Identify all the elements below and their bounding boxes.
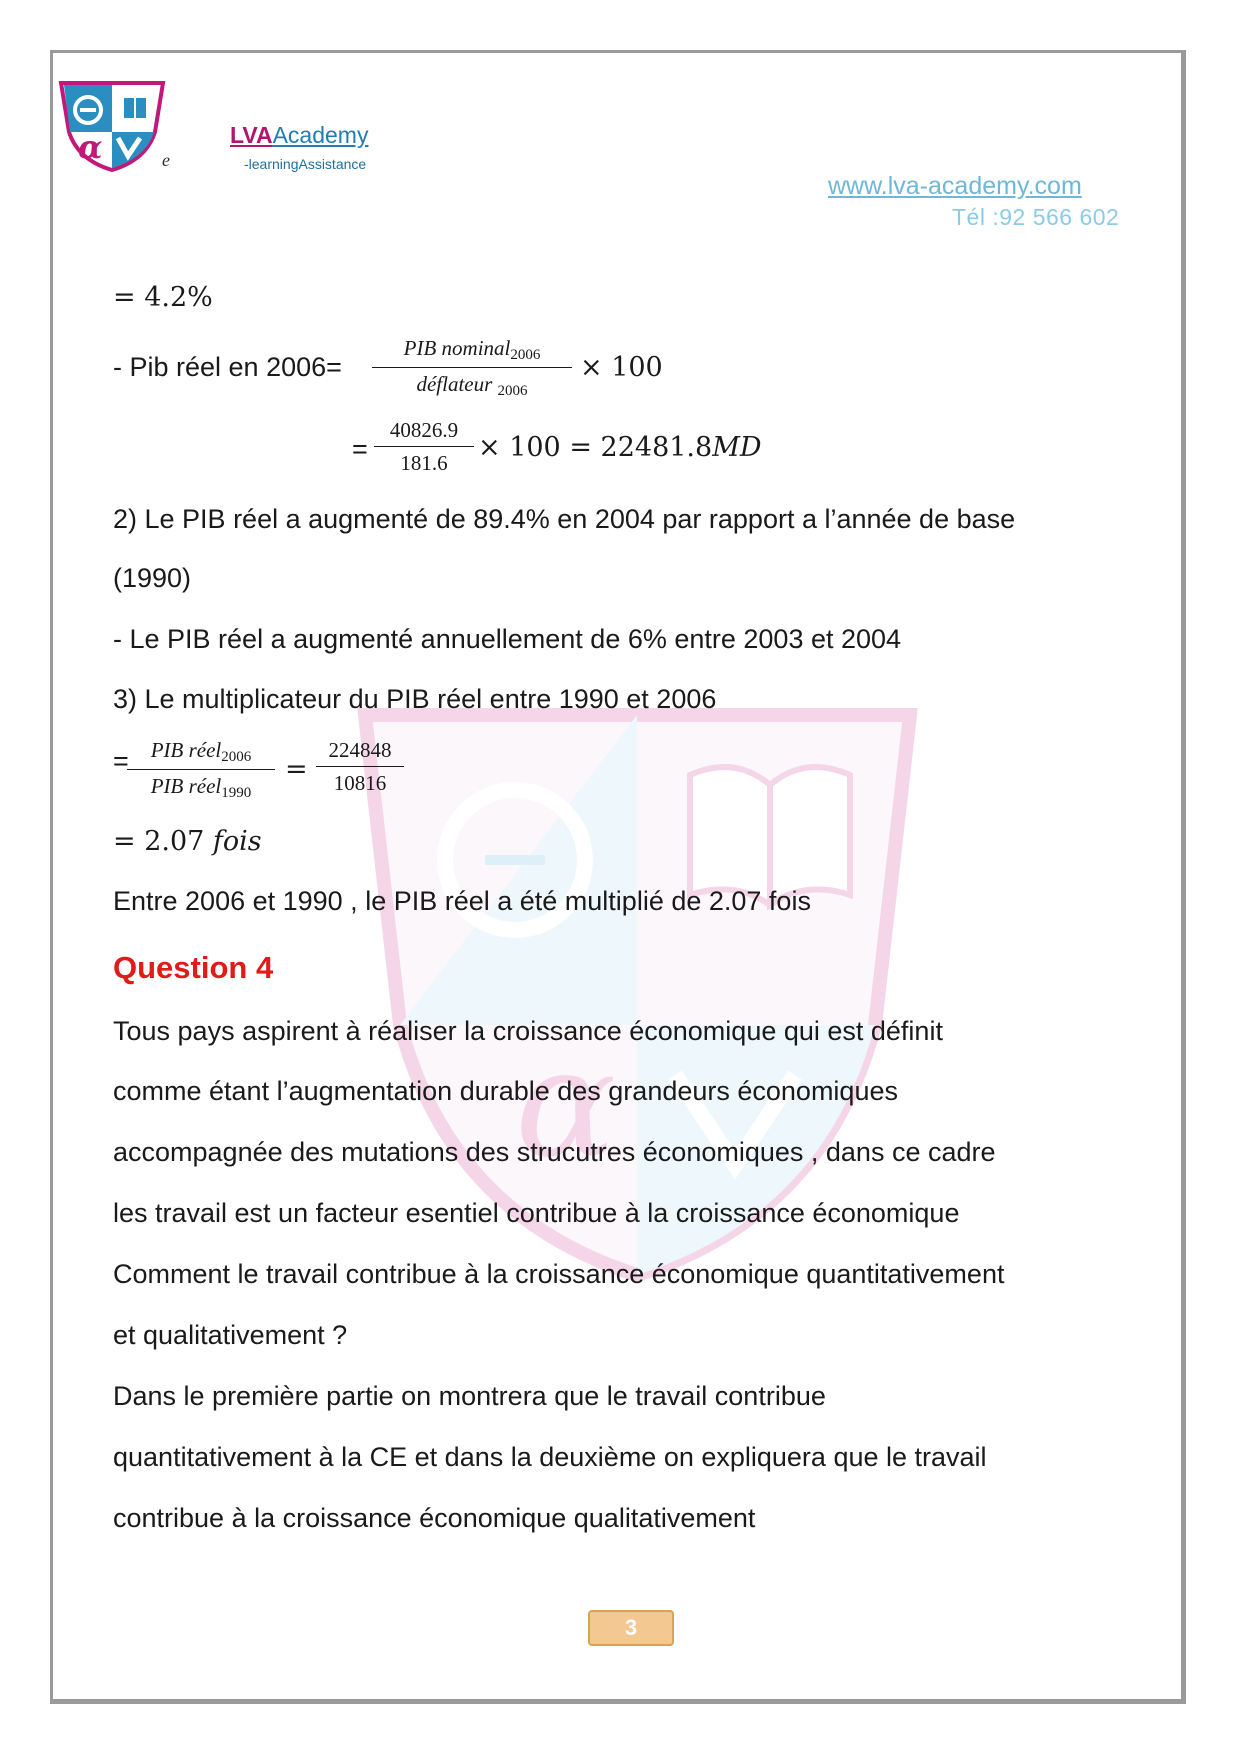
fraction-pib-nominal-deflateur (372, 336, 572, 400)
brand-lva: LVA (230, 122, 273, 148)
pib-reel-2006-label: - Pib réel en 2006= (113, 352, 342, 382)
essay-line: quantitativement à la CE et dans la deuxième on expliquera que le travail (113, 1442, 987, 1472)
essay-line: Dans le première partie on montrera que le travail contribue (113, 1381, 826, 1411)
brand-academy: Academy (272, 122, 369, 148)
fraction-denominator: 10816 (333, 771, 387, 795)
essay-line: accompagnée des mutations des strucutres économiques , dans ce cadre (113, 1137, 996, 1167)
answer-3-conclusion: Entre 2006 et 1990 , le PIB réel a été multiplié de 2.07 fois (113, 886, 811, 916)
fraction-denominator: 181.6 (400, 451, 448, 475)
lva-academy-logo (58, 80, 166, 172)
answer-2-line-1: 2) Le PIB réel a augmenté de 89.4% en 2004 par rapport a l’année de base (113, 504, 1016, 534)
svg-text:α: α (78, 128, 103, 166)
fraction-numerator: PIB nominal$_{2006}$ (372, 336, 572, 368)
essay-line: comme étant l’augmentation durable des grandeurs économiques (113, 1076, 898, 1106)
brand-name (230, 122, 368, 149)
answer-2-line-3: - Le PIB réel a augmenté annuellement de 6% entre 2003 et 2004 (113, 624, 902, 654)
page-number-badge: 3 (588, 1610, 674, 1646)
answer-2-line-2: (1990) (113, 563, 192, 593)
question-4-heading: Question 4 (113, 950, 274, 985)
fraction-224848-10816 (316, 738, 404, 796)
svg-text:α: α (515, 1017, 617, 1191)
fraction-numerator: 224848 (316, 738, 404, 767)
equals-sign: = (352, 434, 368, 464)
fraction-denominator: déflateur $_{2006}$ (416, 372, 528, 399)
result-4-2-percent: = 4.2% (113, 282, 213, 313)
essay-line: Comment le travail contribue à la croissance économique quantitativement (113, 1259, 1005, 1289)
fraction-denominator: PIB réel$_{1990}$ (150, 774, 252, 801)
equals-sign: = (113, 746, 129, 776)
essay-line: Tous pays aspirent à réaliser la croissance économique qui est définit (113, 1016, 943, 1046)
answer-3-title: 3) Le multiplicateur du PIB réel entre 1990 et 2006 (113, 684, 717, 714)
multiplier-result: = 2.07 fois (113, 826, 262, 857)
essay-line: contribue à la croissance économique qualitativement (113, 1503, 756, 1533)
fraction-40826-181 (374, 418, 474, 476)
website-link[interactable]: www.lva-academy.com (828, 172, 1082, 200)
times-100: × 100 (580, 352, 663, 383)
phone-number: Tél :92 566 602 (952, 204, 1120, 230)
fraction-numerator: 40826.9 (374, 418, 474, 447)
logo-e-letter: e (162, 150, 170, 170)
equals-sign: = (285, 754, 308, 785)
fraction-numerator: PIB réel$_{2006}$ (127, 738, 275, 770)
fraction-pib-reel-ratio (127, 738, 275, 802)
essay-line: et qualitativement ? (113, 1320, 348, 1350)
essay-line: les travail est un facteur esentiel contribue à la croissance économique (113, 1198, 960, 1228)
pib-reel-2006-result: × 100 = 22481.8MD (478, 432, 762, 463)
brand-tagline: -learningAssistance (244, 156, 367, 172)
watermark-shield-logo (355, 695, 920, 1285)
